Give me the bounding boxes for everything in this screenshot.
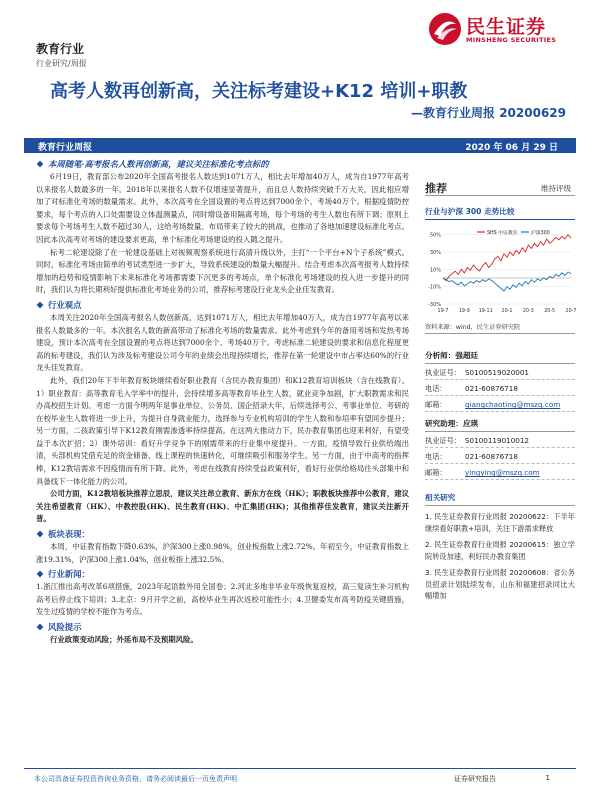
bullet-icon: [37, 302, 44, 309]
sidebar: [425, 178, 575, 602]
paragraph: 1.浙江推出高考改革6项措施，2023年起语数外用全国卷；2.河北多地非毕业年级恢复返校，高三复读生补习机构高考后停止线下培训；3.北京：9月开学之前，高校毕业生再次返校可能性小；4.卫健委发布高考防疫关键措施，发生过疫情的学校不能作为考点。: [36, 582, 409, 617]
section-heading-text: 行业观点: [48, 299, 82, 310]
y-tick-label: 50%: [429, 232, 441, 239]
band-title: 教育行业周报: [38, 143, 93, 153]
legend-label: SHS 中证教育: [487, 231, 518, 236]
x-tick-label: 19-7: [437, 309, 449, 314]
report-date: 2020 年 06 月 29 日: [465, 143, 558, 153]
section-heading: [36, 621, 409, 634]
section-heading: [36, 568, 409, 581]
report-band: [24, 138, 576, 153]
related-item[interactable]: 3. 民生证券教育行业周报 20200608：省公务员招录计划陆续发布，山东和福建招录同比大幅增加: [425, 568, 575, 600]
paragraph: 行业政策变动风险；外延布局不及预期风险。: [50, 635, 198, 644]
y-tick-label: 30%: [429, 250, 441, 256]
paragraph: 标考二轮建设除了在一轮建设基础上对视频观察系统进行高清升级以外，主打“一个平台+N个子系统”模式。同时，标准化考场由简单的考试类型进一步扩大，导致系统建设的数量大幅提升。结合考虑本次高考报考人数持续增加的趋势和疫情影响下未来标准化考场都需要下沉更多的考场点，单个标准化考场建设的投入进一步提升的同时，我们认为将长期利好提供标准化考场业务的公司，推荐标考建设行业龙头企业佳发教育。: [36, 247, 409, 295]
analyst-heading: [425, 350, 575, 364]
bullet-icon: [37, 161, 44, 168]
logo-text-cn: 民生证券: [466, 16, 547, 38]
paragraph: 此外，我们20年下半年教育板块继续看好职业教育（含民办教育集团）和K12教育培训板块（含在线教育）。1）职业教育：高等教育毛入学率中的提升，会持续增多高等教育毕业生人数，就业竞争加剧，扩大职教需求和民办高校招生计划。考虑一方面今明两年是事业单位、公务员、国企招录大年，后续选择考公、考事业单位、考研的在校毕业生人数将进一步上升，为提升自身就业能力，选择参与专业机构培训的学生人数和参培率有望同步提升；另一方面，二孩政策引导下K12教育刚需渗透率持续提高。在这两大推动力下，民办教育集团也迎来利好，有望受益于本次扩招；2）课外培训：看好升学竞争下的刚需带来的行业集中度提升。一方面，疫情导致行业供给端出清，头部机构凭借充足的资金储备、线上课程的快速转化，可继续吸引和服务学生。另一方面，由于中高考的指挥棒，K12教培需求不因疫情而有所下降。此外，考虑在线教育持续受益政策利好，看好行业供给格局往头部集中和具备线下一体化能力的公司。: [36, 375, 409, 486]
rating-label: 推荐: [425, 182, 447, 195]
series-line: [443, 272, 571, 291]
series-line: [443, 235, 571, 281]
paragraph: 公司方面，K12教培板块推荐立思辰，建议关注昂立教育、新东方在线（HK）；职教板块推荐中公教育，建议关注希望教育（HK）、中教控股(HK)、民生教育(HK)、中汇集团(HK)；其他推荐佳发教育，建议关注新开普。: [36, 489, 409, 524]
section-heading: [36, 528, 409, 541]
analyst-cert-row: [425, 364, 575, 380]
section-heading-text: 行业新闻：: [48, 569, 90, 580]
bullet-icon: [37, 624, 44, 631]
analyst-phone-row: [425, 380, 575, 396]
section-heading-text: 风险提示: [48, 622, 82, 632]
section-heading: [36, 158, 409, 171]
assistant-cert: S0100119010012: [465, 436, 530, 445]
chart-title: 行业与沪深 300 走势比较: [425, 206, 575, 220]
industry-label: 教育行业: [36, 42, 85, 56]
x-tick-label: 20-7: [565, 309, 577, 314]
rating-box: [425, 178, 575, 196]
paragraph: 本周，中证教育指数下降0.63%，沪深300上涨0.98%，创业板指数上涨2.72%。年初至今，中证教育指数上涨19.31%，沪深300上涨1.04%，创业板指上涨32.5%。: [36, 542, 409, 564]
logo-text-en: MINSHENG SECURITIES: [466, 36, 557, 44]
x-tick-label: 19-11: [478, 309, 493, 314]
assistant-name: 应瑛: [462, 419, 479, 428]
bullet-icon: [37, 571, 44, 578]
logo-mark-icon: [428, 12, 462, 46]
email-key: 邮箱：: [425, 400, 447, 409]
related-research-list: [425, 511, 575, 602]
x-tick-label: 20-5: [544, 309, 556, 314]
assistant-phone: 021-60876718: [465, 452, 518, 461]
performance-chart-svg: [425, 220, 575, 320]
assistant-cert-row: [425, 432, 575, 448]
performance-chart: [425, 220, 575, 320]
rating-value: 维持评级: [541, 184, 571, 193]
y-tick-label: -10%: [428, 284, 441, 291]
chart-source: 资料来源：wind，民生证券研究院: [425, 320, 575, 334]
bullet-icon: [37, 531, 44, 538]
phone-key: 电话：: [425, 452, 447, 461]
company-logo: [428, 10, 578, 50]
assistant-heading: [425, 418, 575, 432]
analyst-label: 分析师：: [425, 351, 456, 360]
cert-key: 执业证号：: [425, 368, 461, 377]
assistant-email-row: [425, 464, 575, 480]
section-heading: [36, 299, 409, 312]
phone-key: 电话：: [425, 384, 447, 393]
related-item[interactable]: 2. 民生证券教育行业周报 20200615：独立学院转设加速，利好民办教育集团: [425, 540, 575, 561]
page-header: [0, 0, 600, 75]
paragraph: 6月19日，教育部公布2020年全国高考报名人数达到1071万人，相比去年增加40万人，成为自1977年高考以来报名人数最多的一年。2018年以来报名人数不仅增速显著提升，而且总人数持续突破千万大关，因此相应增加了对标准化考场的数量需求。此外，本次高考在全国设置的考点将达到7000余个、考场40万个。根据疫情防控要求，每个考点的入口处需要设立体温测量点，同时增设备用隔离考场，每个考场的考生人数也有所下调；原则上要求每个考场考生人数不超过30人，这给考场数量、布局带来了较大的挑战，也推动了各地加速建设标准化考点。因此本次高考对考场的建设要求更高，单个标准化考场建设的投入随之提升。: [36, 172, 409, 244]
email-key: 邮箱：: [425, 468, 447, 477]
main-content: [36, 156, 409, 647]
disclaimer-text: 本公司具备证券投资咨询业务资格，请务必阅读最后一页免责声明: [34, 775, 237, 783]
assistant-email-link[interactable]: yingying@mszq.com: [465, 468, 540, 477]
assistant-phone-row: [425, 448, 575, 464]
x-tick-label: 20-3: [522, 309, 534, 314]
analyst-name: 强超廷: [455, 351, 479, 360]
footer-brand: 证券研究报告: [454, 775, 496, 783]
section-heading-text: 板块表现：: [48, 529, 90, 540]
y-tick-label: -30%: [428, 302, 441, 308]
y-tick-label: 10%: [429, 267, 441, 274]
analyst-phone: 021-60876718: [465, 384, 518, 393]
legend-label: 沪深300: [531, 231, 550, 236]
report-title: 高考人数再创新高，关注标考建设+K12 培训+职教: [50, 81, 468, 102]
analyst-cert: S0100519020001: [465, 368, 530, 377]
paragraph: 本周关注2020年全国高考报名人数创新高，达到1071万人，相比去年增加40万人，成为自1977年高考以来报名人数最多的一年。本次报名人数的新高带动了标准化考场的数量需求。此外考虑到今年的备用考场和发热考场建设，预计本次高考在全国设置的考点将达到7000余个、考场40万个。考虑标准二轮建设的要求和信息化程度更高的标考建设，我们认为涉及标考建设公司今年的业绩会出现持续增长，推荐在第一轮建设中市占率达60%的行业龙头佳发教育。: [36, 312, 409, 373]
x-tick-label: 19-9: [458, 309, 470, 314]
cert-key: 执业证号：: [425, 436, 461, 445]
report-type-label: 行业研究/周报: [36, 59, 87, 68]
page-number: 1: [545, 774, 550, 782]
page-footer: [24, 768, 576, 788]
analyst-email-link[interactable]: qiangchaoting@mszq.com: [465, 400, 561, 409]
related-research-heading: 相关研究: [425, 492, 575, 506]
analyst-email-row: [425, 396, 575, 412]
section-heading-text: 本周随笔·高考报名人数再创新高，建议关注标准化考点标的: [48, 159, 269, 169]
related-item[interactable]: 1. 民生证券教育行业周报 20200622：下半年继续看好职教+培训，关注下游需求释放: [425, 512, 575, 533]
report-subtitle: —教育行业周报 20200629: [411, 106, 566, 120]
assistant-label: 研究助理：: [425, 419, 463, 428]
x-tick-label: 20-1: [501, 309, 513, 314]
